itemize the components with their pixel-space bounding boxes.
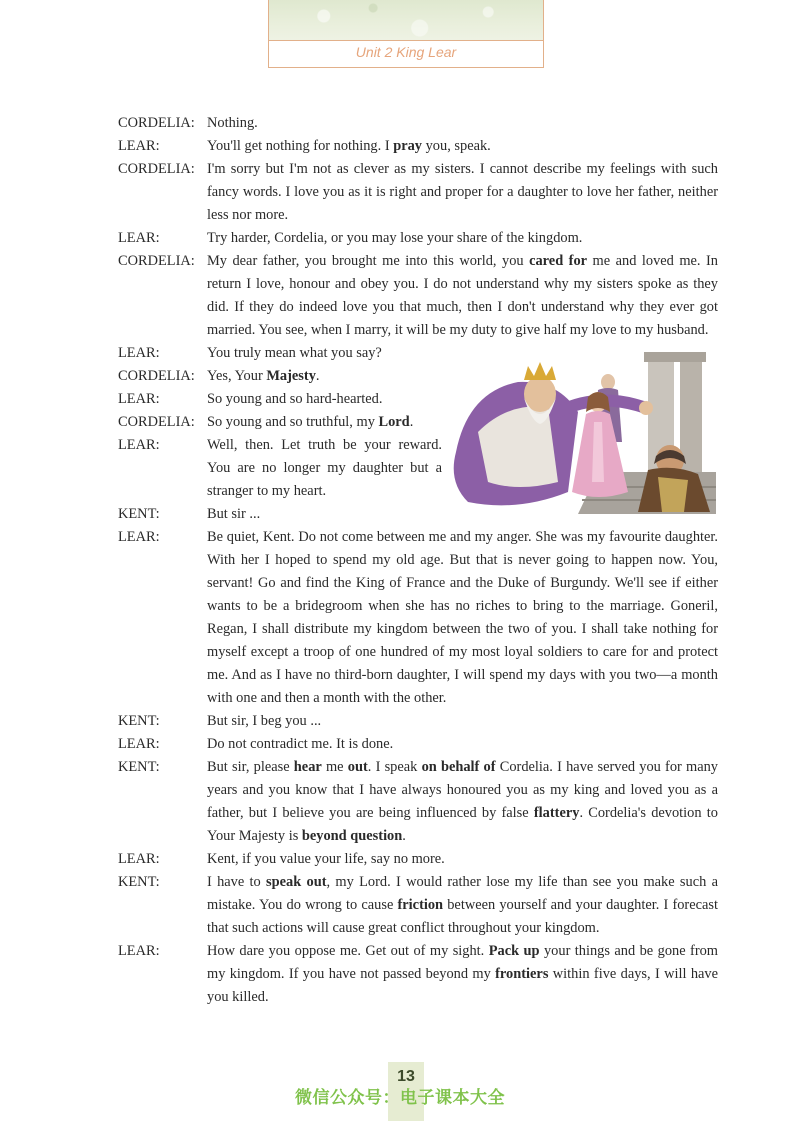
speech-text (207, 158, 718, 227)
vocabulary-term: frontiers (495, 966, 549, 982)
speaker-name: LEAR: (118, 437, 160, 453)
speaker-name: CORDELIA: (118, 414, 195, 430)
speaker-name: LEAR: (118, 230, 160, 246)
speech-fragment: But sir, please (207, 759, 294, 775)
speech-fragment: I'm sorry but I'm not as clever as my sisters. I cannot describe my feelings with such fancy words. I love you as it is right and proper for a daughter to love her father, neither less nor more. (207, 161, 718, 223)
speech-text (207, 411, 442, 434)
speech-fragment: Do not contradict me. It is done. (207, 736, 394, 752)
speech-fragment: So young and so truthful, my (207, 414, 379, 430)
vocabulary-term: cared for (529, 253, 588, 269)
speaker-name: KENT: (118, 506, 160, 522)
unit-header (268, 0, 544, 68)
speaker-name: KENT: (118, 713, 160, 729)
speaker-name: LEAR: (118, 851, 160, 867)
speech-fragment: me and loved me. In return I love, honour and obey you. I do not understand why my sisters spoke as they did. If they do indeed love you that much, then I don't understand why they ever got married. You see, when I marry, it will be my duty to give half my love to my husband. (207, 253, 718, 338)
speech-fragment: . (402, 828, 406, 844)
dialogue-line (118, 526, 718, 710)
speech-fragment: I have to (207, 874, 267, 890)
speech-fragment: . (409, 414, 414, 430)
vocabulary-term: on behalf of (421, 759, 496, 775)
speech-fragment: your things and be gone from my kingdom. If you have not passed beyond my (207, 943, 718, 982)
speaker-name: CORDELIA: (118, 368, 195, 384)
speech-text (207, 871, 718, 940)
speech-fragment: , my Lord. I would rather lose my life than see you make such a mistake. You do wrong to cause (207, 874, 718, 913)
speech-text (207, 526, 718, 710)
speech-fragment: So young and so hard-hearted. (207, 391, 383, 407)
speech-fragment: You'll get nothing for nothing. I (207, 138, 394, 154)
dialogue-line (118, 940, 718, 1009)
speech-text (207, 733, 718, 756)
vocabulary-term: beyond question (301, 828, 403, 844)
speech-text (207, 940, 718, 1009)
speech-fragment: You truly mean what you say? (207, 345, 382, 361)
vocabulary-term: out (347, 759, 368, 775)
dialogue-line (118, 158, 718, 227)
speaker-name: LEAR: (118, 736, 160, 752)
speech-text (207, 710, 718, 733)
speech-fragment: . (315, 368, 320, 384)
dialogue-line (118, 848, 718, 871)
dialogue-line (118, 112, 718, 135)
speech-fragment: Well, then. Let truth be your reward. You are no longer my daughter but a stranger to my heart. (207, 437, 442, 499)
dialogue-line (118, 710, 718, 733)
dialogue-line (118, 756, 718, 848)
speaker-name: CORDELIA: (118, 161, 195, 177)
lear-banishes-cordelia-illustration (448, 352, 716, 514)
vocabulary-term: hear (293, 759, 322, 775)
speech-fragment: But sir ... (207, 506, 261, 522)
speaker-name: LEAR: (118, 943, 160, 959)
speech-text (207, 848, 718, 871)
watermark-text: 微信公众号：电子课本大全 (295, 1088, 505, 1108)
speech-fragment: Nothing. (207, 115, 258, 131)
speech-text (207, 135, 718, 158)
speech-text (207, 388, 442, 411)
vocabulary-term: pray (393, 138, 423, 154)
vocabulary-term: Lord (378, 414, 410, 430)
speech-text (207, 250, 718, 342)
dialogue-line (118, 135, 718, 158)
speech-text (207, 756, 718, 848)
unit-title: Unit 2 King Lear (355, 44, 457, 60)
play-dialogue (118, 112, 718, 1009)
speech-text (207, 227, 718, 250)
speech-fragment: Kent, if you value your life, say no more. (207, 851, 445, 867)
vocabulary-term: friction (397, 897, 444, 913)
speech-text (207, 112, 718, 135)
speaker-name: LEAR: (118, 391, 160, 407)
vocabulary-term: flattery (533, 805, 580, 821)
speech-fragment: But sir, I beg you ... (207, 713, 322, 729)
speech-fragment: Try harder, Cordelia, or you may lose your share of the kingdom. (207, 230, 583, 246)
speech-fragment: My dear father, you brought me into this world, you (207, 253, 530, 269)
speech-text (207, 434, 442, 503)
dialogue-line (118, 227, 718, 250)
speech-fragment: Yes, Your (207, 368, 267, 384)
vocabulary-term: Majesty (266, 368, 316, 384)
speech-fragment: me (321, 759, 348, 775)
speech-fragment: . I speak (367, 759, 422, 775)
vocabulary-term: Pack up (488, 943, 540, 959)
dialogue-line (118, 250, 718, 342)
speech-fragment: Be quiet, Kent. Do not come between me and my anger. She was my favourite daughter. With her I hoped to spend my old age. But that is never going to happen now. You, servant! Go and find the King of France and the Duke of Burgundy. We'll see if either wants to be a bridegroom when she has no riches to bring to the marriage. Goneril, Regan, I shall distribute my kingdom between the two of you. I shall take nothing for myself except a troop of one hundred of my most loyal soldiers to care for and protect me. And as I have no third-born daughter, I will spend my days with you two—a month with one and then a month with the other. (207, 529, 718, 706)
speaker-name: KENT: (118, 874, 160, 890)
speaker-name: CORDELIA: (118, 115, 195, 131)
speech-fragment: within five days, I will have you killed. (207, 966, 718, 1005)
speech-fragment: you, speak. (422, 138, 491, 154)
page-number: 13 (388, 1062, 424, 1121)
header-texture (269, 0, 543, 41)
speech-fragment: between yourself and your daughter. I forecast that such actions will cause great conflict throughout your kingdom. (207, 897, 718, 936)
speech-fragment: . Cordelia's devotion to Your Majesty is (207, 805, 718, 844)
vocabulary-term: speak out (266, 874, 327, 890)
speech-fragment: Cordelia. I have served you for many years and you know that I have always honoured you as my king and loved you as a father, but I believe you are being influenced by false (207, 759, 719, 821)
speech-text (207, 342, 442, 365)
speaker-name: LEAR: (118, 138, 160, 154)
speaker-name: LEAR: (118, 345, 160, 361)
dialogue-line (118, 733, 718, 756)
speech-fragment: How dare you oppose me. Get out of my sight. (207, 943, 489, 959)
speaker-name: LEAR: (118, 529, 160, 545)
speaker-name: KENT: (118, 759, 160, 775)
speech-text (207, 365, 442, 388)
speaker-name: CORDELIA: (118, 253, 195, 269)
dialogue-line (118, 871, 718, 940)
